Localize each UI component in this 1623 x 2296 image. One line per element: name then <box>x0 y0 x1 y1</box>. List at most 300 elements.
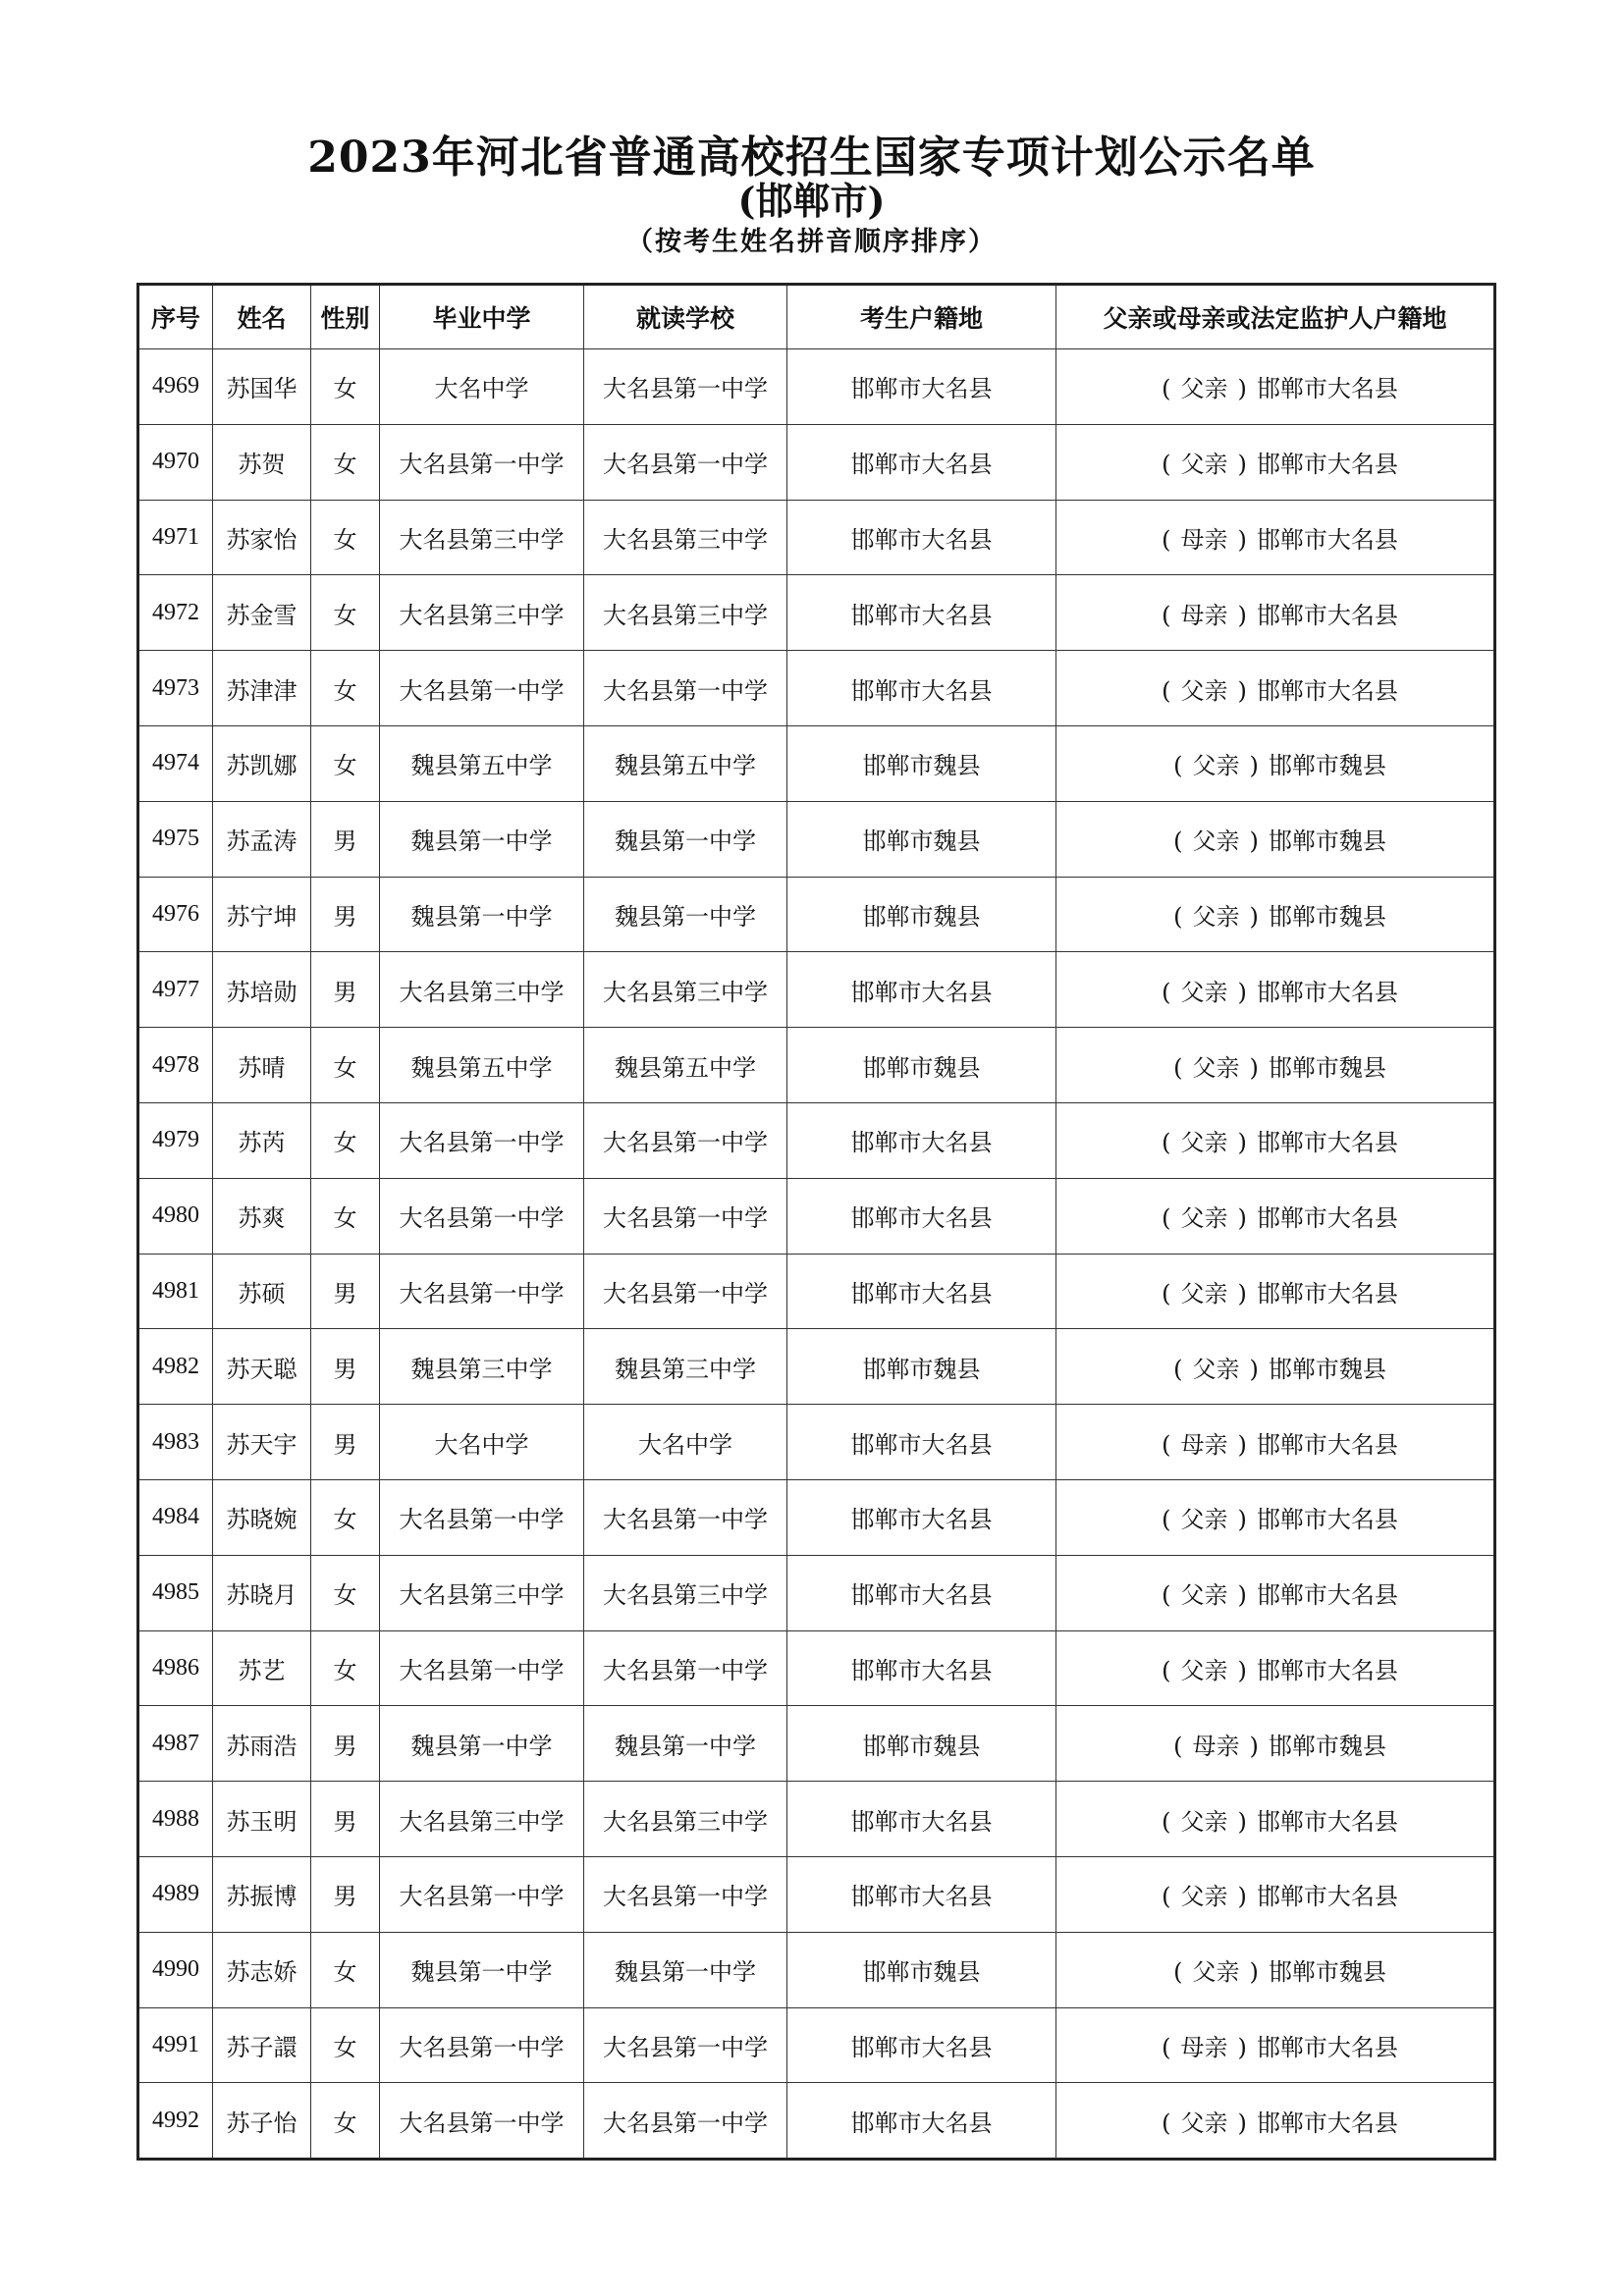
header-name: 姓名 <box>213 285 311 349</box>
cell-parent-hukou <box>1056 877 1495 952</box>
paren-open: ( <box>1162 601 1171 629</box>
header-hukou: 考生户籍地 <box>787 285 1056 349</box>
cell-name: 苏玉明 <box>213 1782 311 1857</box>
header-gender: 性别 <box>311 285 380 349</box>
cell-no: 4973 <box>138 651 213 726</box>
parent-hukou: 邯郸市魏县 <box>1268 1732 1386 1760</box>
paren-close: ) <box>1237 2109 1247 2137</box>
cell-no: 4992 <box>138 2083 213 2160</box>
paren-close: ) <box>1249 902 1259 931</box>
cell-current-school: 大名县第三中学 <box>584 500 787 575</box>
paren-open: ( <box>1162 1279 1171 1308</box>
table-row <box>138 1102 1495 1178</box>
cell-name: 苏子怡 <box>213 2083 311 2160</box>
paren-close: ) <box>1249 1732 1259 1760</box>
cell-gender: 女 <box>311 575 380 651</box>
cell-hukou: 邯郸市魏县 <box>787 1706 1056 1782</box>
parent-hukou: 邯郸市魏县 <box>1268 828 1386 856</box>
cell-no: 4990 <box>138 1932 213 2007</box>
cell-current-school: 大名县第一中学 <box>584 424 787 500</box>
parent-hukou: 邯郸市大名县 <box>1256 1883 1398 1911</box>
parent-hukou: 邯郸市魏县 <box>1268 1053 1386 1082</box>
parent-hukou: 邯郸市大名县 <box>1256 1506 1398 1534</box>
parent-relation: 父亲 <box>1180 1807 1228 1836</box>
cell-grad-school: 大名县第一中学 <box>380 1254 584 1329</box>
cell-name: 苏硕 <box>213 1254 311 1329</box>
parent-hukou: 邯郸市大名县 <box>1256 1656 1398 1684</box>
cell-no: 4977 <box>138 952 213 1028</box>
cell-parent-hukou <box>1056 1630 1495 1706</box>
cell-gender: 女 <box>311 424 380 500</box>
cell-hukou: 邯郸市魏县 <box>787 801 1056 877</box>
cell-name: 苏津津 <box>213 651 311 726</box>
cell-gender: 男 <box>311 1329 380 1405</box>
parent-hukou: 邯郸市大名县 <box>1256 1430 1398 1459</box>
cell-no: 4983 <box>138 1405 213 1480</box>
table-row <box>138 1178 1495 1254</box>
cell-grad-school: 大名县第三中学 <box>380 1782 584 1857</box>
cell-parent-hukou <box>1056 424 1495 500</box>
table-row <box>138 575 1495 651</box>
document-subtitle: (邯郸市) <box>737 179 886 223</box>
parent-hukou: 邯郸市大名县 <box>1256 978 1398 1006</box>
cell-current-school: 大名县第三中学 <box>584 1782 787 1857</box>
cell-hukou: 邯郸市魏县 <box>787 1028 1056 1103</box>
parent-relation: 母亲 <box>1180 1430 1228 1459</box>
table-row <box>138 952 1495 1028</box>
parent-relation: 父亲 <box>1180 676 1228 705</box>
paren-open: ( <box>1162 525 1171 554</box>
paren-close: ) <box>1249 752 1259 780</box>
cell-hukou: 邯郸市大名县 <box>787 1254 1056 1329</box>
cell-hukou: 邯郸市大名县 <box>787 575 1056 651</box>
cell-parent-hukou <box>1056 1706 1495 1782</box>
cell-gender: 女 <box>311 2083 380 2160</box>
cell-name: 苏晴 <box>213 1028 311 1103</box>
paren-open: ( <box>1162 1581 1171 1610</box>
cell-current-school: 大名县第一中学 <box>584 349 787 425</box>
cell-hukou: 邯郸市大名县 <box>787 1555 1056 1630</box>
paren-open: ( <box>1173 1053 1183 1082</box>
cell-current-school: 大名县第一中学 <box>584 1102 787 1178</box>
cell-no: 4972 <box>138 575 213 651</box>
paren-close: ) <box>1237 1129 1247 1157</box>
parent-hukou: 邯郸市大名县 <box>1256 375 1398 403</box>
cell-current-school: 大名中学 <box>584 1405 787 1480</box>
cell-gender: 女 <box>311 500 380 575</box>
table-row <box>138 1782 1495 1857</box>
cell-name: 苏凯娜 <box>213 725 311 801</box>
cell-grad-school: 大名县第一中学 <box>380 2007 584 2083</box>
paren-open: ( <box>1173 752 1183 780</box>
cell-parent-hukou <box>1056 2007 1495 2083</box>
table-row <box>138 725 1495 801</box>
table-row <box>138 424 1495 500</box>
header-current-school: 就读学校 <box>584 285 787 349</box>
cell-no: 4981 <box>138 1254 213 1329</box>
parent-relation: 父亲 <box>1180 1581 1228 1610</box>
cell-gender: 女 <box>311 1630 380 1706</box>
cell-hukou: 邯郸市魏县 <box>787 725 1056 801</box>
cell-current-school: 大名县第一中学 <box>584 2007 787 2083</box>
cell-current-school: 大名县第三中学 <box>584 1555 787 1630</box>
cell-parent-hukou <box>1056 1555 1495 1630</box>
cell-hukou: 邯郸市魏县 <box>787 1932 1056 2007</box>
cell-name: 苏芮 <box>213 1102 311 1178</box>
cell-gender: 女 <box>311 725 380 801</box>
cell-current-school: 大名县第一中学 <box>584 1254 787 1329</box>
cell-grad-school: 魏县第一中学 <box>380 877 584 952</box>
cell-current-school: 大名县第一中学 <box>584 1178 787 1254</box>
cell-grad-school: 大名县第三中学 <box>380 952 584 1028</box>
parent-hukou: 邯郸市大名县 <box>1256 2109 1398 2137</box>
parent-relation: 父亲 <box>1180 1506 1228 1534</box>
cell-no: 4982 <box>138 1329 213 1405</box>
table-row <box>138 651 1495 726</box>
cell-hukou: 邯郸市大名县 <box>787 651 1056 726</box>
paren-open: ( <box>1173 1958 1183 1987</box>
paren-close: ) <box>1249 828 1259 856</box>
paren-close: ) <box>1237 676 1247 705</box>
parent-relation: 父亲 <box>1180 1204 1228 1233</box>
parent-relation: 父亲 <box>1180 2109 1228 2137</box>
cell-name: 苏子譞 <box>213 2007 311 2083</box>
paren-close: ) <box>1249 1053 1259 1082</box>
parent-relation: 母亲 <box>1192 1732 1240 1760</box>
cell-grad-school: 魏县第一中学 <box>380 1706 584 1782</box>
parent-hukou: 邯郸市大名县 <box>1256 1807 1398 1836</box>
cell-grad-school: 大名县第一中学 <box>380 651 584 726</box>
cell-gender: 女 <box>311 651 380 726</box>
parent-hukou: 邯郸市大名县 <box>1256 1129 1398 1157</box>
cell-gender: 男 <box>311 1405 380 1480</box>
paren-close: ) <box>1237 1883 1247 1911</box>
cell-grad-school: 大名县第一中学 <box>380 1102 584 1178</box>
cell-name: 苏振博 <box>213 1856 311 1932</box>
parent-relation: 父亲 <box>1180 1129 1228 1157</box>
cell-name: 苏培勋 <box>213 952 311 1028</box>
cell-no: 4976 <box>138 877 213 952</box>
paren-close: ) <box>1237 1581 1247 1610</box>
parent-relation: 父亲 <box>1192 1053 1240 1082</box>
cell-parent-hukou <box>1056 575 1495 651</box>
cell-hukou: 邯郸市大名县 <box>787 424 1056 500</box>
cell-current-school: 魏县第五中学 <box>584 1028 787 1103</box>
paren-close: ) <box>1237 1204 1247 1233</box>
parent-hukou: 邯郸市大名县 <box>1256 1279 1398 1308</box>
cell-current-school: 大名县第一中学 <box>584 1856 787 1932</box>
table-row <box>138 500 1495 575</box>
paren-close: ) <box>1237 978 1247 1006</box>
parent-hukou: 邯郸市大名县 <box>1256 2033 1398 2061</box>
cell-parent-hukou <box>1056 1254 1495 1329</box>
paren-open: ( <box>1162 1430 1171 1459</box>
cell-grad-school: 大名县第一中学 <box>380 1479 584 1555</box>
cell-hukou: 邯郸市魏县 <box>787 1329 1056 1405</box>
parent-hukou: 邯郸市大名县 <box>1256 1204 1398 1233</box>
parent-hukou: 邯郸市大名县 <box>1256 451 1398 479</box>
cell-name: 苏雨浩 <box>213 1706 311 1782</box>
paren-open: ( <box>1162 676 1171 705</box>
paren-close: ) <box>1237 451 1247 479</box>
parent-hukou: 邯郸市魏县 <box>1268 752 1386 780</box>
header-parent-hukou: 父亲或母亲或法定监护人户籍地 <box>1056 285 1495 349</box>
cell-no: 4975 <box>138 801 213 877</box>
cell-parent-hukou <box>1056 1479 1495 1555</box>
paren-close: ) <box>1249 1355 1259 1383</box>
paren-close: ) <box>1237 375 1247 403</box>
cell-parent-hukou <box>1056 500 1495 575</box>
cell-no: 4984 <box>138 1479 213 1555</box>
cell-name: 苏孟涛 <box>213 801 311 877</box>
cell-name: 苏爽 <box>213 1178 311 1254</box>
parent-relation: 母亲 <box>1180 601 1228 629</box>
table-row <box>138 1932 1495 2007</box>
cell-no: 4969 <box>138 349 213 425</box>
cell-hukou: 邯郸市大名县 <box>787 1782 1056 1857</box>
table-row <box>138 1555 1495 1630</box>
cell-name: 苏家怡 <box>213 500 311 575</box>
parent-hukou: 邯郸市大名县 <box>1256 676 1398 705</box>
cell-gender: 男 <box>311 1254 380 1329</box>
cell-parent-hukou <box>1056 1782 1495 1857</box>
parent-relation: 父亲 <box>1192 902 1240 931</box>
cell-hukou: 邯郸市魏县 <box>787 877 1056 952</box>
paren-close: ) <box>1237 1430 1247 1459</box>
table-row <box>138 801 1495 877</box>
cell-grad-school: 大名县第一中学 <box>380 2083 584 2160</box>
paren-close: ) <box>1237 2033 1247 2061</box>
cell-parent-hukou <box>1056 952 1495 1028</box>
parent-relation: 父亲 <box>1180 1883 1228 1911</box>
cell-parent-hukou <box>1056 1856 1495 1932</box>
cell-name: 苏艺 <box>213 1630 311 1706</box>
table-row <box>138 1329 1495 1405</box>
roster-table <box>136 283 1496 2161</box>
cell-no: 4988 <box>138 1782 213 1857</box>
parent-hukou: 邯郸市大名县 <box>1256 601 1398 629</box>
cell-current-school: 大名县第一中学 <box>584 1630 787 1706</box>
cell-name: 苏金雪 <box>213 575 311 651</box>
cell-parent-hukou <box>1056 1102 1495 1178</box>
parent-hukou: 邯郸市魏县 <box>1268 902 1386 931</box>
table-row <box>138 2083 1495 2160</box>
cell-no: 4987 <box>138 1706 213 1782</box>
parent-hukou: 邯郸市大名县 <box>1256 525 1398 554</box>
cell-parent-hukou <box>1056 1932 1495 2007</box>
cell-gender: 男 <box>311 952 380 1028</box>
cell-grad-school: 魏县第一中学 <box>380 801 584 877</box>
paren-open: ( <box>1162 1807 1171 1836</box>
cell-grad-school: 大名中学 <box>380 349 584 425</box>
cell-gender: 女 <box>311 349 380 425</box>
cell-grad-school: 大名县第三中学 <box>380 1555 584 1630</box>
cell-parent-hukou <box>1056 2083 1495 2160</box>
cell-no: 4980 <box>138 1178 213 1254</box>
table-row <box>138 1706 1495 1782</box>
cell-current-school: 大名县第三中学 <box>584 575 787 651</box>
cell-hukou: 邯郸市大名县 <box>787 349 1056 425</box>
cell-grad-school: 魏县第一中学 <box>380 1932 584 2007</box>
cell-current-school: 魏县第一中学 <box>584 877 787 952</box>
cell-gender: 女 <box>311 1102 380 1178</box>
paren-close: ) <box>1237 1279 1247 1308</box>
cell-parent-hukou <box>1056 1178 1495 1254</box>
cell-name: 苏志娇 <box>213 1932 311 2007</box>
cell-grad-school: 大名县第三中学 <box>380 575 584 651</box>
cell-parent-hukou <box>1056 349 1495 425</box>
table-body <box>138 349 1495 2160</box>
table-row <box>138 1405 1495 1480</box>
cell-gender: 女 <box>311 1028 380 1103</box>
cell-no: 4985 <box>138 1555 213 1630</box>
cell-grad-school: 大名县第一中学 <box>380 1630 584 1706</box>
cell-gender: 女 <box>311 2007 380 2083</box>
paren-close: ) <box>1237 1506 1247 1534</box>
cell-no: 4978 <box>138 1028 213 1103</box>
cell-current-school: 魏县第一中学 <box>584 1706 787 1782</box>
paren-open: ( <box>1162 451 1171 479</box>
cell-gender: 女 <box>311 1178 380 1254</box>
cell-gender: 男 <box>311 1782 380 1857</box>
cell-hukou: 邯郸市大名县 <box>787 1102 1056 1178</box>
cell-grad-school: 魏县第五中学 <box>380 1028 584 1103</box>
paren-open: ( <box>1173 828 1183 856</box>
cell-parent-hukou <box>1056 725 1495 801</box>
cell-current-school: 魏县第五中学 <box>584 725 787 801</box>
cell-parent-hukou <box>1056 1028 1495 1103</box>
table-row <box>138 1856 1495 1932</box>
cell-no: 4989 <box>138 1856 213 1932</box>
paren-close: ) <box>1237 601 1247 629</box>
paren-open: ( <box>1173 1732 1183 1760</box>
table-row <box>138 349 1495 425</box>
cell-gender: 男 <box>311 1706 380 1782</box>
cell-gender: 女 <box>311 1932 380 2007</box>
cell-no: 4974 <box>138 725 213 801</box>
cell-parent-hukou <box>1056 1329 1495 1405</box>
parent-hukou: 邯郸市魏县 <box>1268 1355 1386 1383</box>
cell-name: 苏天宇 <box>213 1405 311 1480</box>
parent-relation: 父亲 <box>1192 828 1240 856</box>
header-no: 序号 <box>138 285 213 349</box>
cell-hukou: 邯郸市大名县 <box>787 2007 1056 2083</box>
cell-current-school: 魏县第一中学 <box>584 1932 787 2007</box>
parent-hukou: 邯郸市魏县 <box>1268 1958 1386 1987</box>
paren-close: ) <box>1237 525 1247 554</box>
paren-open: ( <box>1173 1355 1183 1383</box>
cell-hukou: 邯郸市大名县 <box>787 1178 1056 1254</box>
cell-current-school: 魏县第三中学 <box>584 1329 787 1405</box>
table-row <box>138 877 1495 952</box>
paren-open: ( <box>1162 375 1171 403</box>
parent-relation: 父亲 <box>1192 1958 1240 1987</box>
cell-gender: 男 <box>311 801 380 877</box>
cell-no: 4991 <box>138 2007 213 2083</box>
cell-current-school: 大名县第一中学 <box>584 651 787 726</box>
cell-name: 苏宁坤 <box>213 877 311 952</box>
parent-relation: 母亲 <box>1180 2033 1228 2061</box>
cell-hukou: 邯郸市大名县 <box>787 2083 1056 2160</box>
cell-name: 苏晓婉 <box>213 1479 311 1555</box>
table-row <box>138 1254 1495 1329</box>
cell-grad-school: 大名中学 <box>380 1405 584 1480</box>
paren-open: ( <box>1162 2033 1171 2061</box>
paren-open: ( <box>1162 1506 1171 1534</box>
paren-open: ( <box>1162 1129 1171 1157</box>
cell-hukou: 邯郸市大名县 <box>787 500 1056 575</box>
cell-current-school: 魏县第一中学 <box>584 801 787 877</box>
parent-relation: 母亲 <box>1180 525 1228 554</box>
cell-gender: 女 <box>311 1479 380 1555</box>
parent-relation: 父亲 <box>1180 1279 1228 1308</box>
cell-hukou: 邯郸市大名县 <box>787 1405 1056 1480</box>
header-grad-school: 毕业中学 <box>380 285 584 349</box>
table-header-row <box>138 285 1495 349</box>
parent-relation: 父亲 <box>1192 1355 1240 1383</box>
parent-hukou: 邯郸市大名县 <box>1256 1581 1398 1610</box>
cell-no: 4986 <box>138 1630 213 1706</box>
cell-gender: 女 <box>311 1555 380 1630</box>
parent-relation: 父亲 <box>1180 1656 1228 1684</box>
cell-grad-school: 大名县第三中学 <box>380 500 584 575</box>
cell-grad-school: 大名县第一中学 <box>380 424 584 500</box>
paren-open: ( <box>1162 1656 1171 1684</box>
cell-current-school: 大名县第三中学 <box>584 952 787 1028</box>
parent-relation: 父亲 <box>1192 752 1240 780</box>
cell-hukou: 邯郸市大名县 <box>787 1630 1056 1706</box>
paren-open: ( <box>1173 902 1183 931</box>
cell-parent-hukou <box>1056 651 1495 726</box>
paren-open: ( <box>1162 978 1171 1006</box>
cell-parent-hukou <box>1056 801 1495 877</box>
paren-open: ( <box>1162 2109 1171 2137</box>
cell-parent-hukou <box>1056 1405 1495 1480</box>
paren-open: ( <box>1162 1883 1171 1911</box>
cell-current-school: 大名县第一中学 <box>584 2083 787 2160</box>
table-row <box>138 1630 1495 1706</box>
cell-gender: 男 <box>311 877 380 952</box>
table-row <box>138 2007 1495 2083</box>
sort-note: （按考生姓名拼音顺序排序） <box>626 227 997 257</box>
parent-relation: 父亲 <box>1180 451 1228 479</box>
cell-no: 4971 <box>138 500 213 575</box>
table-row <box>138 1479 1495 1555</box>
cell-grad-school: 大名县第一中学 <box>380 1856 584 1932</box>
cell-hukou: 邯郸市大名县 <box>787 952 1056 1028</box>
cell-name: 苏贺 <box>213 424 311 500</box>
paren-close: ) <box>1237 1807 1247 1836</box>
paren-close: ) <box>1249 1958 1259 1987</box>
cell-grad-school: 魏县第三中学 <box>380 1329 584 1405</box>
cell-current-school: 大名县第一中学 <box>584 1479 787 1555</box>
cell-grad-school: 魏县第五中学 <box>380 725 584 801</box>
table-row <box>138 1028 1495 1103</box>
paren-close: ) <box>1237 1656 1247 1684</box>
document-title: 2023年河北省普通高校招生国家专项计划公示名单 <box>307 133 1316 183</box>
parent-relation: 父亲 <box>1180 375 1228 403</box>
parent-relation: 父亲 <box>1180 978 1228 1006</box>
paren-open: ( <box>1162 1204 1171 1233</box>
cell-no: 4979 <box>138 1102 213 1178</box>
cell-gender: 男 <box>311 1856 380 1932</box>
cell-hukou: 邯郸市大名县 <box>787 1479 1056 1555</box>
cell-grad-school: 大名县第一中学 <box>380 1178 584 1254</box>
cell-hukou: 邯郸市大名县 <box>787 1856 1056 1932</box>
cell-name: 苏晓月 <box>213 1555 311 1630</box>
cell-name: 苏天聪 <box>213 1329 311 1405</box>
cell-name: 苏国华 <box>213 349 311 425</box>
